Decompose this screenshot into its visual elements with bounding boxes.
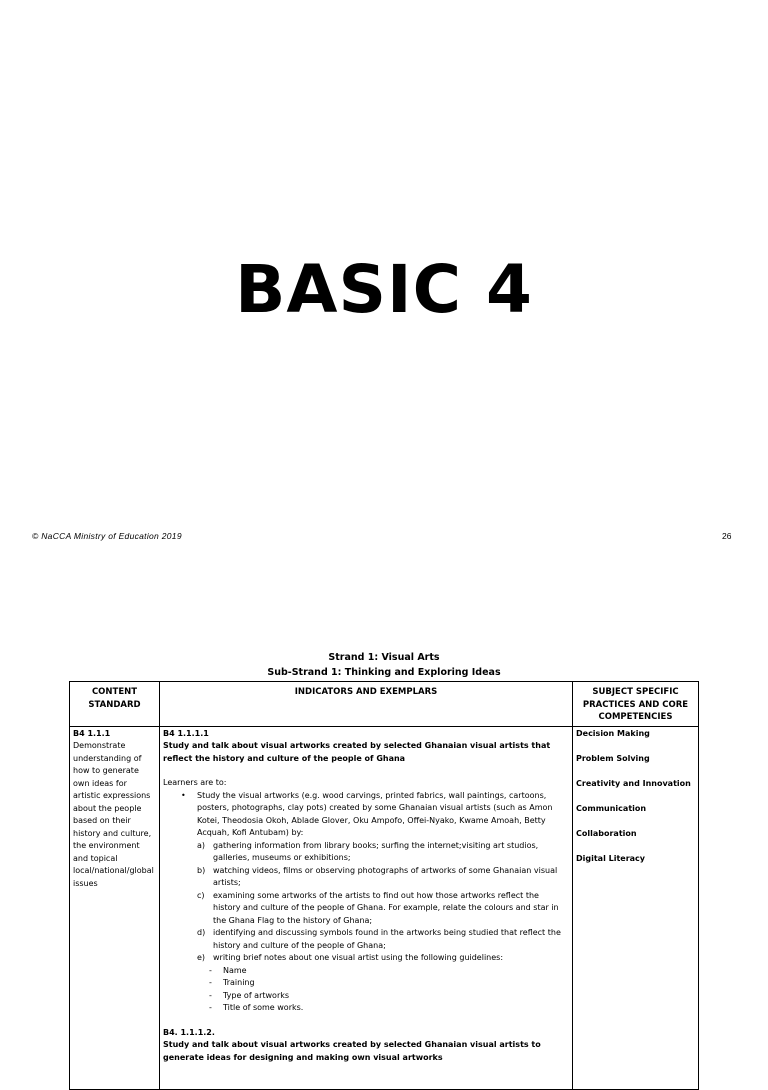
exemplar-bullet: • Study the visual artworks (e.g. wood carvings, printed fabrics, wall paintings, cartoons, posters, photographs, clay pots) created by some Ghanaian visual artists (such as Amon Kotei, Theodosia Okoh, Ablade Glover, Oku Ampofo, Offei-Nyako, Kwame Amoah, Betty Acquah, Kofi Antubam) by: bbox=[181, 790, 569, 840]
competency-item: Problem Solving bbox=[576, 753, 650, 763]
indicator-title: Study and talk about visual artworks created by selected Ghanaian visual artists that reflect the history and culture of the people of Ghana bbox=[163, 741, 551, 763]
list-item: - Title of some works. bbox=[209, 1002, 569, 1015]
exemplar-bullet-list bbox=[163, 790, 569, 840]
content-standard-text: Demonstrate understanding of how to generate own ideas for artistic expressions about the people based on their history and culture, the environment and topical local/national/global issues bbox=[73, 741, 154, 888]
indicator-code: B4 1.1.1.1 bbox=[163, 728, 209, 738]
competencies-cell bbox=[573, 726, 699, 1089]
learners-intro: Learners are to: bbox=[163, 778, 227, 787]
list-item: c) examining some artworks of the artists to find out how those artworks reflect the history and culture of the people of Ghana. For example, relate the colours and star in the Ghana Flag to the history of Ghana; bbox=[197, 890, 559, 925]
header-core-competencies: SUBJECT SPECIFIC PRACTICES AND CORE COMPETENCIES bbox=[573, 682, 699, 727]
indicators-cell bbox=[160, 726, 573, 1089]
list-item: - Type of artworks bbox=[209, 990, 569, 1003]
competency-item: Creativity and Innovation bbox=[576, 778, 691, 788]
header-content-standard: CONTENT STANDARD bbox=[70, 682, 160, 727]
content-standard-cell bbox=[70, 726, 160, 1089]
curriculum-table bbox=[69, 681, 699, 1090]
sub-strand-title: Sub-Strand 1: Thinking and Exploring Ideas bbox=[267, 667, 501, 678]
list-item: - Name bbox=[209, 965, 569, 978]
table-header-row bbox=[70, 682, 699, 727]
list-item: b) watching videos, films or observing photographs of artworks of some Ghanaian visual artists; bbox=[197, 865, 558, 887]
header-indicators-exemplars: INDICATORS AND EXEMPLARS bbox=[160, 682, 573, 727]
competency-item: Collaboration bbox=[576, 828, 637, 838]
exemplar-activity-list bbox=[163, 840, 569, 965]
content-standard-code: B4 1.1.1 bbox=[73, 728, 111, 738]
page-number: 26 bbox=[722, 531, 732, 541]
list-item: d) identifying and discussing symbols found in the artworks being studied that reflect the history and culture of the people of Ghana; bbox=[197, 928, 561, 950]
table-row bbox=[70, 726, 699, 1089]
list-item: e) writing brief notes about one visual artist using the following guidelines: bbox=[197, 953, 504, 962]
list-item: - Training bbox=[209, 977, 569, 990]
list-item: a) gathering information from library books; surfing the internet;visiting art studios, galleries, museums or exhibitions; bbox=[197, 840, 539, 862]
footer-copyright: © NaCCA Ministry of Education 2019 bbox=[32, 531, 182, 541]
competency-item: Communication bbox=[576, 803, 647, 813]
page-title: BASIC 4 bbox=[235, 251, 533, 328]
indicator-title: Study and talk about visual artworks created by selected Ghanaian visual artists to generate ideas for designing and making own visual artworks bbox=[163, 1040, 541, 1062]
indicator-code: B4. 1.1.1.2. bbox=[163, 1027, 215, 1037]
guideline-list bbox=[163, 965, 569, 1015]
competency-item: Decision Making bbox=[576, 728, 650, 738]
strand-title: Strand 1: Visual Arts bbox=[328, 652, 440, 663]
competency-item: Digital Literacy bbox=[576, 853, 645, 863]
